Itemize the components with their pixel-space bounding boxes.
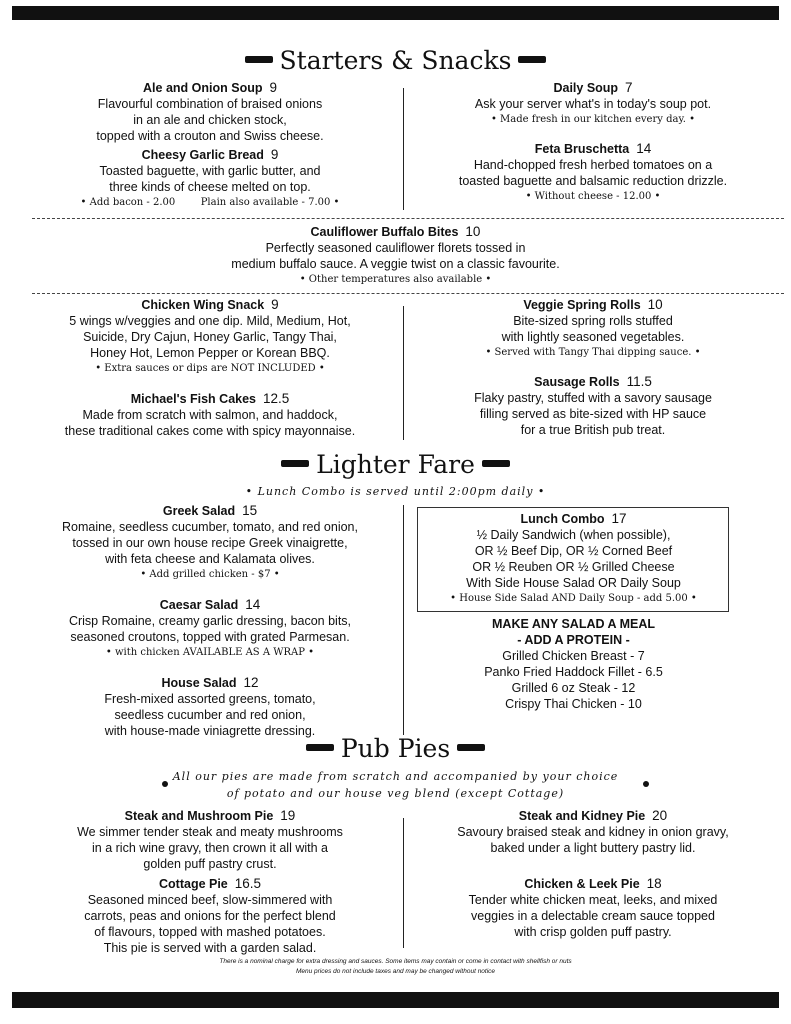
item-description: topped with a crouton and Swiss cheese. — [96, 129, 324, 143]
item-description: ½ Daily Sandwich (when possible), — [476, 528, 671, 542]
item-note: • Made fresh in our kitchen every day. • — [490, 114, 696, 125]
item-price: 9 — [269, 80, 277, 95]
item-name: Veggie Spring Rolls — [523, 298, 641, 312]
item-description: golden puff pastry crust. — [143, 857, 277, 871]
item-description: seasoned croutons, topped with grated Parmesan. — [70, 630, 350, 644]
protein-subheading: - ADD A PROTEIN - — [517, 633, 630, 647]
item-description: OR ½ Beef Dip, OR ½ Corned Beef — [474, 544, 673, 558]
lighter-fare-title: Lighter Fare — [0, 450, 791, 480]
greek-salad-item — [20, 503, 400, 583]
item-name: Michael's Fish Cakes — [130, 392, 257, 406]
protein-option: Panko Fried Haddock Fillet - 6.5 — [484, 665, 663, 679]
feta-bruschetta-item — [408, 141, 778, 205]
item-description: Honey Hot, Lemon Pepper or Korean BBQ. — [90, 346, 330, 360]
protein-heading: MAKE ANY SALAD A MEAL — [492, 617, 655, 631]
bullet-dot — [162, 781, 168, 787]
pub-pies-title: Pub Pies — [0, 734, 791, 764]
item-description: Tender white chicken meat, leeks, and mixed — [468, 893, 718, 907]
title-dash-right — [482, 460, 510, 467]
item-description: seedless cucumber and red onion, — [114, 708, 306, 722]
item-name: Sausage Rolls — [534, 375, 620, 389]
item-price: 20 — [652, 808, 668, 823]
column-divider — [403, 306, 404, 440]
item-price: 14 — [245, 597, 261, 612]
item-description: tossed in our own house recipe Greek vinaigrette, — [72, 536, 348, 550]
protein-option: Grilled Chicken Breast - 7 — [502, 649, 645, 663]
item-price: 19 — [280, 808, 296, 823]
item-description: Ask your server what's in today's soup pot. — [474, 97, 712, 111]
title-dash-left — [281, 460, 309, 467]
item-description: We simmer tender steak and meaty mushrooms — [77, 825, 343, 839]
item-description: baked under a light buttery pastry lid. — [490, 841, 696, 855]
item-description: in a rich wine gravy, then crown it all with a — [92, 841, 328, 855]
item-description: With Side House Salad OR Daily Soup — [466, 576, 681, 590]
steak-kidney-pie-item — [408, 808, 778, 856]
item-price: 16.5 — [234, 876, 261, 891]
item-name: Steak and Kidney Pie — [518, 809, 646, 823]
protein-option: Crispy Thai Chicken - 10 — [505, 697, 642, 711]
protein-option: Grilled 6 oz Steak - 12 — [511, 681, 636, 695]
pies-intro: of potato and our house veg blend (except Cottage) — [226, 787, 565, 800]
item-description: Toasted baguette, with garlic butter, and — [99, 164, 321, 178]
spring-rolls-item — [408, 297, 778, 361]
item-name: Cottage Pie — [159, 877, 228, 891]
item-price: 15 — [242, 503, 258, 518]
item-description: Perfectly seasoned cauliflower florets tossed in — [265, 241, 526, 255]
item-description: Romaine, seedless cucumber, tomato, and red onion, — [61, 520, 358, 534]
title-dash-right — [518, 56, 546, 63]
item-description: Savoury braised steak and kidney in onion gravy, — [457, 825, 729, 839]
item-description: Flaky pastry, stuffed with a savory sausage — [474, 391, 712, 405]
column-divider — [403, 505, 404, 735]
garlic-bread-item — [20, 147, 400, 211]
bottom-border-bar — [12, 992, 779, 1008]
item-price: 10 — [647, 297, 663, 312]
item-description: Made from scratch with salmon, and haddock, — [82, 408, 338, 422]
item-note: • with chicken AVAILABLE AS A WRAP • — [105, 647, 315, 658]
item-name: Caesar Salad — [159, 598, 239, 612]
item-name: Chicken & Leek Pie — [524, 877, 640, 891]
sausage-rolls-item — [408, 374, 778, 438]
item-name: Ale and Onion Soup — [143, 81, 263, 95]
item-name: Greek Salad — [162, 504, 236, 518]
title-dash-left — [245, 56, 273, 63]
title-dash-right — [457, 744, 485, 751]
top-border-bar — [12, 6, 779, 20]
item-description: three kinds of cheese melted on top. — [109, 180, 311, 194]
item-description: Crisp Romaine, creamy garlic dressing, bacon bits, — [68, 614, 352, 628]
fish-cakes-item — [20, 391, 400, 439]
title-dash-left — [306, 744, 334, 751]
item-name: Feta Bruschetta — [534, 142, 630, 156]
item-description: with lightly seasoned vegetables. — [501, 330, 685, 344]
item-description: for a true British pub treat. — [520, 423, 666, 437]
item-name: Cauliflower Buffalo Bites — [310, 225, 459, 239]
chicken-leek-pie-item — [408, 876, 778, 940]
item-name: House Salad — [161, 676, 237, 690]
chicken-wing-item — [20, 297, 400, 377]
item-description: Flavourful combination of braised onions — [97, 97, 323, 111]
footer-price-note: Menu prices do not include taxes and may be changed without notice — [295, 968, 496, 975]
item-note: • Add bacon - 2.00 Plain also available - 7.00 • — [80, 197, 340, 208]
house-salad-item — [20, 675, 400, 739]
daily-soup-item — [408, 80, 778, 128]
item-name: Cheesy Garlic Bread — [141, 148, 264, 162]
item-name: Chicken Wing Snack — [141, 298, 265, 312]
item-description: toasted baguette and balsamic reduction drizzle. — [458, 174, 728, 188]
item-note: • Without cheese - 12.00 • — [525, 191, 661, 202]
item-description: 5 wings w/veggies and one dip. Mild, Medium, Hot, — [69, 314, 351, 328]
item-description: This pie is served with a garden salad. — [103, 941, 317, 955]
item-price: 12.5 — [262, 391, 290, 406]
item-name: Steak and Mushroom Pie — [124, 809, 274, 823]
footer-allergen-note: There is a nominal charge for extra dressing and sauces. Some items may contain or come in contact with shellfish or nuts — [219, 958, 572, 965]
item-note: • Served with Tangy Thai dipping sauce. • — [485, 347, 701, 358]
column-divider — [403, 818, 404, 948]
item-description: Bite-sized spring rolls stuffed — [513, 314, 673, 328]
starters-title: Starters & Snacks — [0, 46, 791, 76]
item-note: • House Side Salad AND Daily Soup - add 5.00 • — [450, 593, 697, 604]
bullet-dot — [643, 781, 649, 787]
caesar-salad-item — [20, 597, 400, 661]
column-divider — [403, 88, 404, 210]
ale-onion-soup-item — [20, 80, 400, 144]
item-name: Lunch Combo — [520, 512, 605, 526]
item-description: veggies in a delectable cream sauce topped — [471, 909, 715, 923]
item-description: of flavours, topped with mashed potatoes. — [94, 925, 326, 939]
cauliflower-bites-item — [60, 224, 731, 288]
cottage-pie-item — [20, 876, 400, 956]
pies-intro: All our pies are made from scratch and accompanied by your choice — [172, 770, 619, 783]
lunch-combo-note: • Lunch Combo is served until 2:00pm daily • — [245, 485, 546, 498]
section-divider — [32, 293, 784, 294]
steak-mushroom-pie-item — [20, 808, 400, 872]
item-price: 14 — [636, 141, 652, 156]
item-note: • Other temperatures also available • — [299, 274, 492, 285]
item-price: 12 — [243, 675, 259, 690]
item-description: Hand-chopped fresh herbed tomatoes on a — [473, 158, 713, 172]
item-price: 9 — [270, 147, 279, 162]
item-description: medium buffalo sauce. A veggie twist on a classic favourite. — [231, 257, 560, 271]
lunch-combo-item — [417, 511, 730, 607]
item-price: 9 — [271, 297, 279, 312]
item-description: in an ale and chicken stock, — [133, 113, 287, 127]
item-description: Suicide, Dry Cajun, Honey Garlic, Tangy Thai, — [83, 330, 337, 344]
item-description: Seasoned minced beef, slow-simmered with — [87, 893, 333, 907]
item-price: 10 — [465, 224, 481, 239]
item-price: 11.5 — [626, 374, 652, 389]
item-description: Fresh-mixed assorted greens, tomato, — [104, 692, 316, 706]
item-description: carrots, peas and onions for the perfect blend — [84, 909, 336, 923]
section-divider — [32, 218, 784, 219]
item-price: 7 — [625, 80, 633, 95]
item-description: OR ½ Reuben OR ½ Grilled Cheese — [472, 560, 675, 574]
item-price: 18 — [646, 876, 662, 891]
item-price: 17 — [611, 511, 627, 526]
item-description: with house-made viniagrette dressing. — [104, 724, 316, 738]
item-note: • Extra sauces or dips are NOT INCLUDED • — [95, 363, 325, 374]
item-description: these traditional cakes come with spicy mayonnaise. — [64, 424, 356, 438]
item-description: with crisp golden puff pastry. — [514, 925, 672, 939]
item-description: filling served as bite-sized with HP sauce — [479, 407, 707, 421]
item-note: • Add grilled chicken - $7 • — [140, 569, 280, 580]
item-description: with feta cheese and Kalamata olives. — [105, 552, 315, 566]
item-name: Daily Soup — [553, 81, 619, 95]
add-protein-list — [417, 616, 730, 712]
